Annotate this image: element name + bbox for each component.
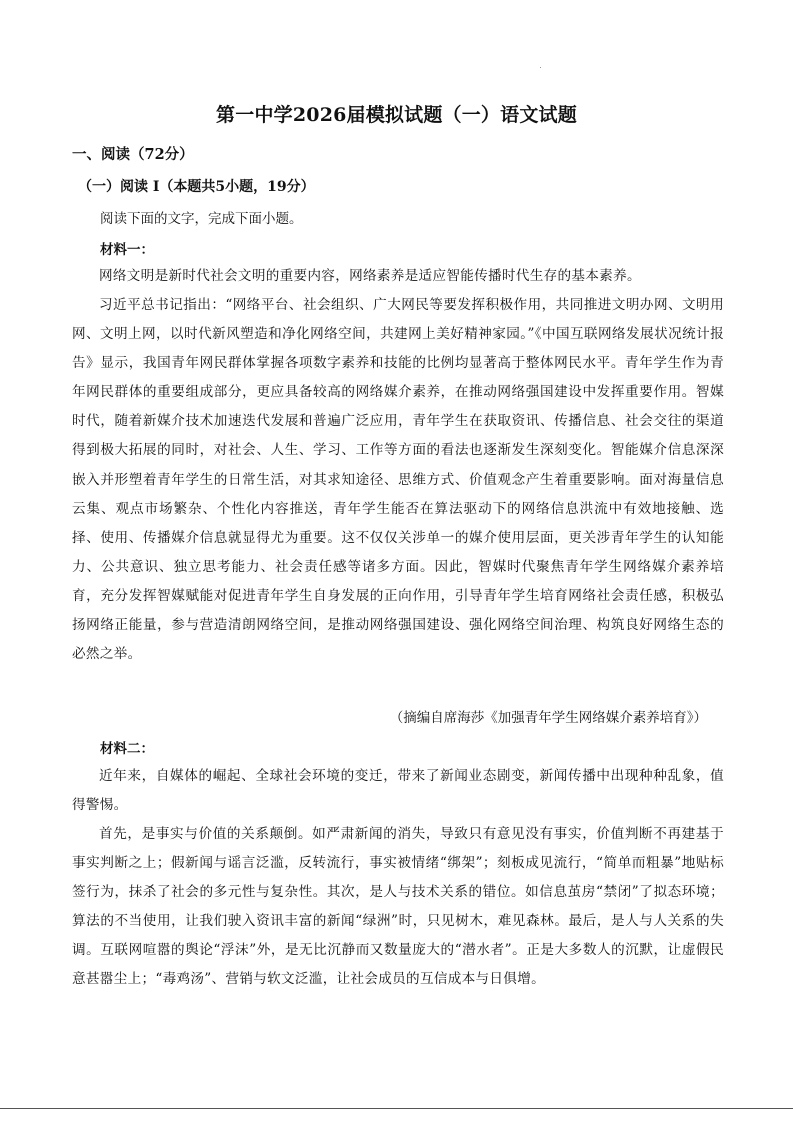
instruction-text: 阅读下面的文字，完成下面小题。	[100, 211, 303, 227]
page-bottom-rule	[0, 1108, 793, 1109]
page-title: 第一中学2026届模拟试题（一）语文试题	[216, 104, 577, 126]
section-heading: 一、阅读（72分）	[72, 146, 194, 163]
material2-paragraph-1: 近年来，自媒体的崛起、全球社会环境的变迁，带来了新闻业态剧变，新闻传播中出现种种乱象，值得警惕。	[72, 768, 724, 814]
material1-paragraph-2: 习近平总书记指出：“网络平台、社会组织、广大网民等要发挥积极作用，共同推进文明办网、文明用网、文明上网，以时代新风塑造和净化网络空间，共建网上美好精神家园。”《中国互联网络发展状况统计报告》显示，我国青年网民群体掌握各项数字素养和技能的比例均显著高于整体网民水平。青年学生作为青年网民群体的重要组成部分，更应具备较高的网络媒介素养，在推动网络强国建设中发挥重要作用。智媒时代，随着新媒介技术加速迭代发展和普遍广泛应用，青年学生在获取资讯、传播信息、社会交往的渠道得到极大拓展的同时，对社会、人生、学习、工作等方面的看法也逐渐发生深刻变化。智能媒介信息深深嵌入并形塑着青年学生的日常生活，对其求知途径、思维方式、价值观念产生着重要影响。面对海量信息云集、观点市场繁杂、个性化内容推送，青年学生能否在算法驱动下的网络信息洪流中有效地接触、选择、使用、传播媒介信息就显得尤为重要。这不仅仅关涉单一的媒介使用层面，更关涉青年学生的认知能力、公共意识、独立思考能力、社会责任感等诸多方面。因此，智媒时代聚焦青年学生网络媒介素养培育，充分发挥智媒赋能对促进青年学生自身发展的正向作用，引导青年学生培育网络社会责任感，积极弘扬网络正能量，参与营造清朗网络空间，是推动网络强国建设、强化网络空间治理、构筑良好网络生态的必然之举。	[72, 297, 724, 663]
material2-label: 材料二：	[100, 741, 154, 757]
subsection-heading: （一）阅读 I（本题共5小题，19分）	[78, 179, 315, 195]
speck-mark	[540, 67, 541, 68]
material1-source: （摘编自席海莎《加强青年学生网络媒介素养培育》）	[389, 710, 707, 726]
material1-paragraph-1: 网络文明是新时代社会文明的重要内容，网络素养是适应智能传播时代生存的基本素养。	[99, 268, 641, 284]
material2-paragraph-2: 首先，是事实与价值的关系颠倒。如严肃新闻的消失，导致只有意见没有事实，价值判断不再建基于事实判断之上；假新闻与谣言泛滥，反转流行，事实被情绪“绑架”；刻板成见流行，“简单而粗暴”地贴标签行为，抹杀了社会的多元性与复杂性。其次，是人与技术关系的错位。如信息茧房“禁闭”了拟态环境；算法的不当使用，让我们驶入资讯丰富的新闻“绿洲”时，只见树木，难见森林。最后，是人与人关系的失调。互联网喧嚣的舆论“浮沫”外，是无比沉静而又数量庞大的“潜水者”。正是大多数人的沉默，让虚假民意甚嚣尘上；“毒鸡汤”、营销与软文泛滥，让社会成员的互信成本与日俱增。	[72, 826, 724, 988]
material1-label: 材料一：	[100, 242, 154, 258]
